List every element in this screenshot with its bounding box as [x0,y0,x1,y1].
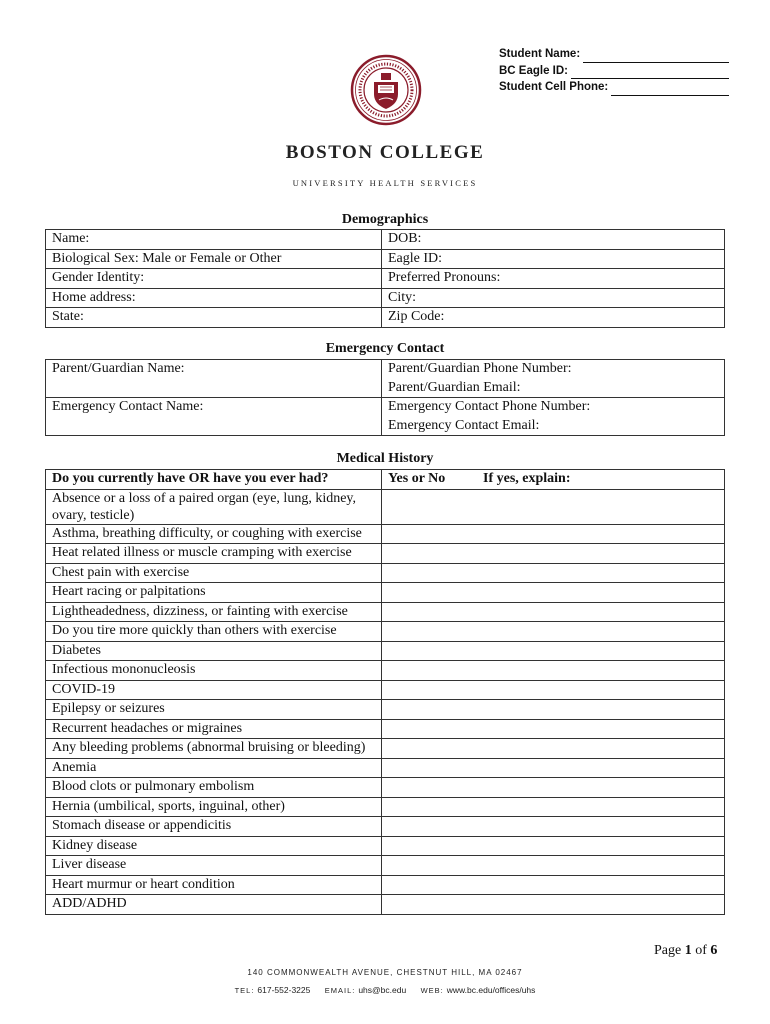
emergency-field[interactable] [46,379,382,398]
condition-answer-field[interactable] [382,544,725,564]
cell-phone-field[interactable] [611,84,729,96]
condition-answer-field[interactable] [382,895,725,915]
condition-label: Hernia (umbilical, sports, inguinal, other) [46,797,382,817]
condition-answer-field[interactable] [382,661,725,681]
demographics-row [46,288,725,308]
demographics-field[interactable]: DOB: [382,230,725,250]
medical-condition-row [46,622,725,642]
demographics-title: Demographics [341,212,429,227]
medical-condition-row [46,563,725,583]
demographics-row [46,230,725,250]
condition-answer-field[interactable] [382,817,725,837]
student-name-label: Student Name: [499,48,581,60]
demographics-field[interactable]: Biological Sex: Male or Female or Other [46,249,382,269]
condition-label: Diabetes [46,641,382,661]
medical-condition-row [46,758,725,778]
medical-condition-row [46,680,725,700]
condition-answer-field[interactable] [382,836,725,856]
condition-label: Blood clots or pulmonary embolism [46,778,382,798]
emergency-field[interactable]: Parent/Guardian Phone Number: [382,360,725,379]
college-subtitle: UNIVERSITY HEALTH SERVICES [292,178,478,188]
web-value: www.bc.edu/offices/uhs [446,985,536,995]
emergency-field[interactable]: Parent/Guardian Name: [46,360,382,379]
condition-label: Heat related illness or muscle cramping with exercise [46,544,382,564]
medical-history-table [45,469,725,915]
condition-label: Any bleeding problems (abnormal bruising or bleeding) [46,739,382,759]
medical-condition-row [46,641,725,661]
condition-label: Do you tire more quickly than others with exercise [46,622,382,642]
condition-label: COVID-19 [46,680,382,700]
condition-answer-field[interactable] [382,778,725,798]
condition-answer-field[interactable] [382,583,725,603]
condition-label: Kidney disease [46,836,382,856]
condition-answer-field[interactable] [382,602,725,622]
demographics-field[interactable]: Preferred Pronouns: [382,269,725,289]
email-label: EMAIL: [324,986,356,995]
condition-label: Lightheadedness, dizziness, or fainting with exercise [46,602,382,622]
footer-contact [0,985,770,995]
emergency-row [46,379,725,398]
demographics-field[interactable]: City: [382,288,725,308]
demographics-field[interactable]: Zip Code: [382,308,725,328]
medical-condition-row [46,602,725,622]
web-label: WEB: [420,986,444,995]
medical-condition-row [46,895,725,915]
demographics-field[interactable]: Eagle ID: [382,249,725,269]
condition-answer-field[interactable] [382,856,725,876]
student-info-block [499,46,729,96]
demographics-row [46,269,725,289]
medical-history-title: Medical History [336,451,434,466]
demographics-field[interactable]: State: [46,308,382,328]
demographics-field[interactable]: Gender Identity: [46,269,382,289]
condition-answer-field[interactable] [382,641,725,661]
medical-condition-row [46,817,725,837]
emergency-contact-title: Emergency Contact [325,341,445,356]
condition-label: Heart murmur or heart condition [46,875,382,895]
medical-condition-row [46,778,725,798]
medical-condition-row [46,583,725,603]
condition-answer-field[interactable] [382,524,725,544]
condition-answer-field[interactable] [382,680,725,700]
email-value: uhs@bc.edu [358,985,407,995]
condition-label: Absence or a loss of a paired organ (eye, lung, kidney, ovary, testicle) [46,489,382,524]
demographics-row [46,308,725,328]
condition-answer-field[interactable] [382,758,725,778]
medical-condition-row [46,719,725,739]
condition-label: Stomach disease or appendicitis [46,817,382,837]
condition-answer-field[interactable] [382,622,725,642]
medical-header-row [46,470,725,490]
condition-label: Anemia [46,758,382,778]
student-name-field[interactable] [583,51,729,63]
emergency-row [46,417,725,436]
demographics-field[interactable]: Home address: [46,288,382,308]
answer-header [382,470,725,490]
page-current: 1 [684,943,692,958]
emergency-field[interactable]: Parent/Guardian Email: [382,379,725,398]
tel-label: TEL: [234,986,255,995]
condition-answer-field[interactable] [382,700,725,720]
medical-condition-row [46,661,725,681]
condition-label: Infectious mononucleosis [46,661,382,681]
footer-address: 140 COMMONWEALTH AVENUE, CHESTNUT HILL, MA 02467 [247,968,523,977]
emergency-field[interactable]: Emergency Contact Name: [46,398,382,417]
tel-value: 617-552-3225 [257,985,311,995]
condition-answer-field[interactable] [382,563,725,583]
page-number [654,943,717,959]
condition-label: Epilepsy or seizures [46,700,382,720]
medical-condition-row [46,544,725,564]
question-header: Do you currently have OR have you ever had? [46,470,382,490]
page-of: of [695,943,707,958]
page-total: 6 [710,943,718,958]
medical-condition-row [46,524,725,544]
eagle-id-label: BC Eagle ID: [499,64,569,77]
page-prefix: Page [654,943,682,958]
emergency-field[interactable]: Emergency Contact Phone Number: [382,398,725,417]
condition-label: Liver disease [46,856,382,876]
cell-phone-label: Student Cell Phone: [499,81,609,93]
emergency-field[interactable] [46,417,382,436]
condition-answer-field[interactable] [382,739,725,759]
condition-label: Asthma, breathing difficulty, or coughing with exercise [46,524,382,544]
condition-label: Recurrent headaches or migraines [46,719,382,739]
medical-condition-row [46,836,725,856]
emergency-row [46,360,725,379]
boston-college-seal-logo [350,54,422,126]
condition-label: Heart racing or palpitations [46,583,382,603]
emergency-field[interactable]: Emergency Contact Email: [382,417,725,436]
condition-answer-field[interactable] [382,875,725,895]
medical-condition-row [46,856,725,876]
eagle-id-field[interactable] [571,67,729,79]
medical-condition-row [46,875,725,895]
explain-header: If yes, explain: [483,471,571,486]
demographics-table [45,229,725,328]
medical-condition-row [46,739,725,759]
medical-condition-row [46,489,725,524]
condition-answer-field[interactable] [382,489,725,524]
condition-answer-field[interactable] [382,719,725,739]
condition-label: ADD/ADHD [46,895,382,915]
medical-condition-row [46,797,725,817]
yes-no-header: Yes or No [388,471,446,486]
college-name: BOSTON COLLEGE [285,142,485,163]
condition-answer-field[interactable] [382,797,725,817]
condition-label: Chest pain with exercise [46,563,382,583]
emergency-row [46,398,725,417]
medical-condition-row [46,700,725,720]
emergency-contact-table [45,359,725,436]
demographics-row [46,249,725,269]
demographics-field[interactable]: Name: [46,230,382,250]
